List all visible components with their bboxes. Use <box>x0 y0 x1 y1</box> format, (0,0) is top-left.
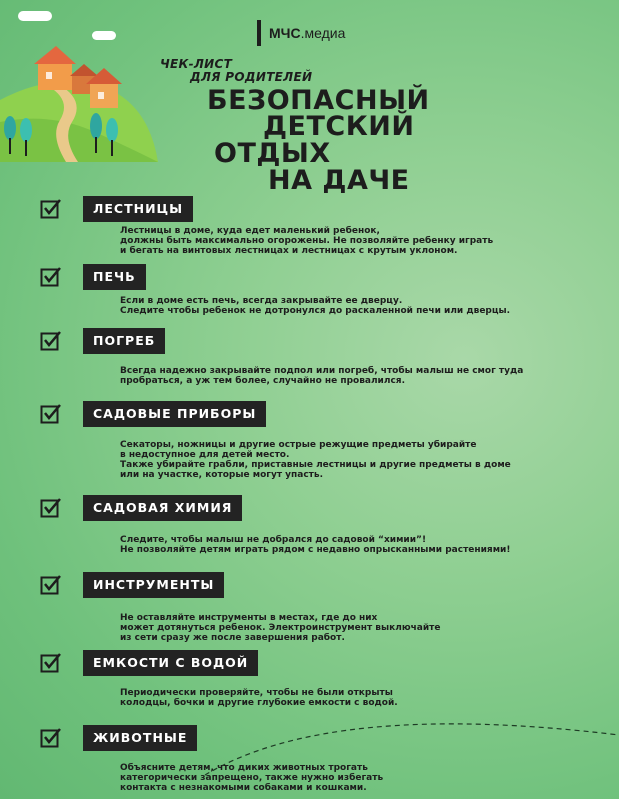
item-label: ЛЕСТНИЦЫ <box>83 196 193 222</box>
item-label: САДОВАЯ ХИМИЯ <box>83 495 242 521</box>
title-line-3: ОТДЫХ <box>214 138 331 169</box>
checkbox-checked-icon <box>40 198 62 220</box>
item-label: ИНСТРУМЕНТЫ <box>83 572 224 598</box>
checkbox-checked-icon <box>40 266 62 288</box>
item-label: ЕМКОСТИ С ВОДОЙ <box>83 650 258 676</box>
item-label: ЖИВОТНЫЕ <box>83 725 197 751</box>
item-label: ПЕЧЬ <box>83 264 146 290</box>
item-description: Объясните детям, что диких животных трогать категорически запрещено, также нужно избегать контакта с незнакомыми собаками и кошками. <box>120 763 384 793</box>
item-label: САДОВЫЕ ПРИБОРЫ <box>83 401 266 427</box>
subtitle-line-1: ЧЕК-ЛИСТ <box>160 57 233 71</box>
item-description: Следите, чтобы малыш не добрался до садовой “химии”! Не позволяйте детям играть рядом с недавно опрысканными растениями! <box>120 535 511 555</box>
dacha-hill-illustration <box>0 40 160 170</box>
item-description: Если в доме есть печь, всегда закрывайте ее дверцу. Следите чтобы ребенок не дотронулся до раскаленной печи или дверцы. <box>120 296 511 316</box>
checkbox-checked-icon <box>40 403 62 425</box>
brand-name-rest: .медиа <box>300 25 346 41</box>
checkbox-checked-icon <box>40 497 62 519</box>
subtitle-line-2: ДЛЯ РОДИТЕЛЕЙ <box>190 70 313 84</box>
brand-logo <box>257 20 345 46</box>
item-description: Всегда надежно закрывайте подпол или погреб, чтобы малыш не смог туда пробраться, а уж тем более, случайно не провалился. <box>120 366 524 386</box>
title-line-2: ДЕТСКИЙ <box>263 111 415 142</box>
item-label: ПОГРЕБ <box>83 328 165 354</box>
checkbox-checked-icon <box>40 727 62 749</box>
brand-bar <box>257 20 261 46</box>
brand-name-bold: МЧС <box>269 25 301 41</box>
item-description: Не оставляйте инструменты в местах, где до них может дотянуться ребенок. Электроинструмент выключайте из сети сразу же после завершения работ. <box>120 613 441 643</box>
title-line-1: БЕЗОПАСНЫЙ <box>207 85 430 116</box>
item-description: Лестницы в доме, куда едет маленький ребенок, должны быть максимально огорожены. Не позволяйте ребенку играть и бегать на винтовых лестницах и лестницах с крутым уклоном. <box>120 226 494 256</box>
item-description: Периодически проверяйте, чтобы не были открыты колодцы, бочки и другие глубокие емкости с водой. <box>120 688 398 708</box>
checkbox-checked-icon <box>40 652 62 674</box>
item-description: Секаторы, ножницы и другие острые режущие предметы убирайте в недоступное для детей место. Также убирайте грабли, приставные лестницы и другие предметы в доме или на участке, которые могут упасть. <box>120 440 511 480</box>
title-line-4: НА ДАЧЕ <box>268 165 410 196</box>
checkbox-checked-icon <box>40 574 62 596</box>
checkbox-checked-icon <box>40 330 62 352</box>
